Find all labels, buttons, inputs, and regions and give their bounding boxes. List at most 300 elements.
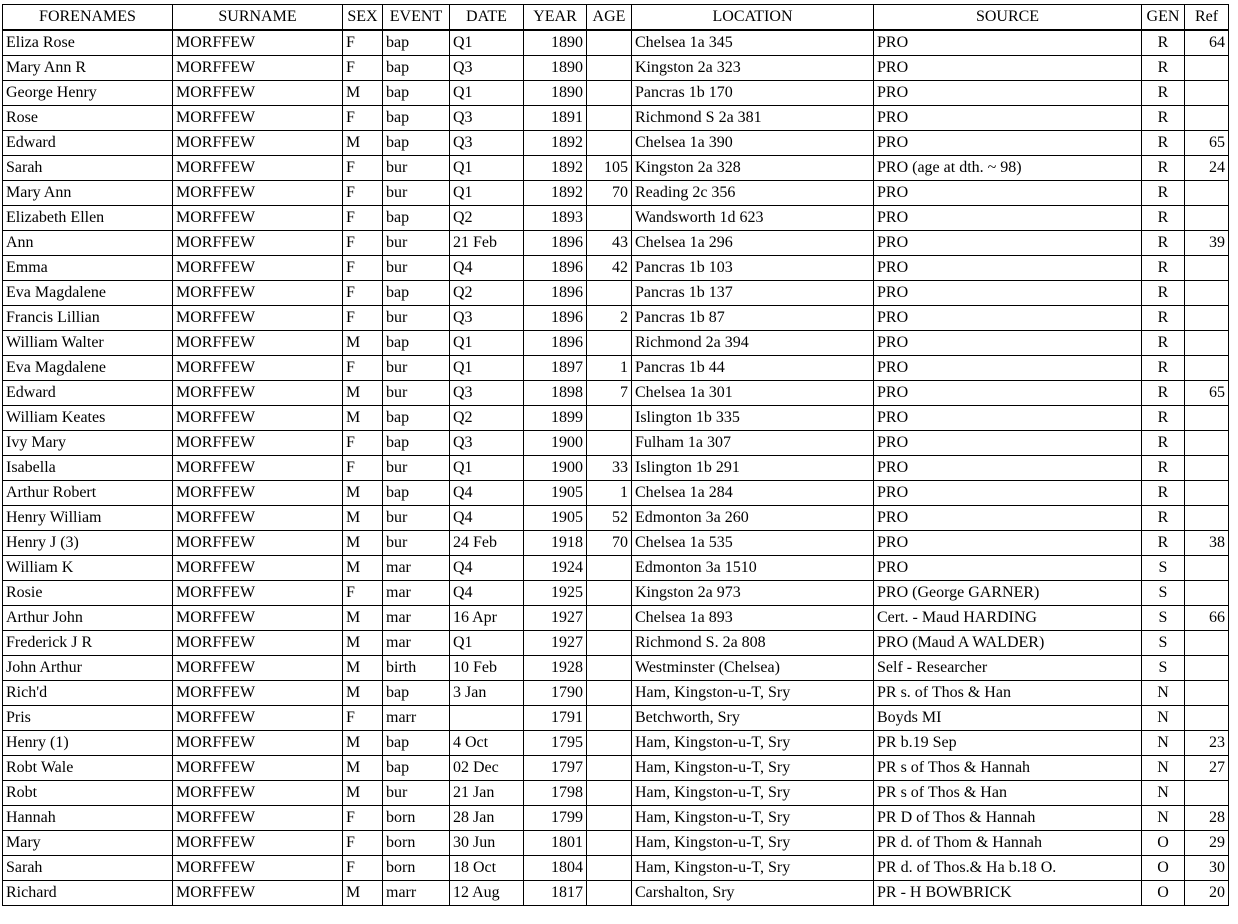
cell-sex: M [343, 81, 383, 106]
cell-ref [1185, 356, 1229, 381]
cell-source: PRO [874, 181, 1142, 206]
cell-year: 1790 [524, 681, 587, 706]
cell-event: bur [383, 381, 450, 406]
cell-date: Q3 [450, 431, 524, 456]
cell-location: Kingston 2a 323 [632, 56, 874, 81]
cell-surname: MORFFEW [173, 206, 343, 231]
cell-age [587, 406, 632, 431]
cell-ref [1185, 206, 1229, 231]
cell-source: PR s of Thos & Han [874, 781, 1142, 806]
header-forenames: FORENAMES [3, 5, 173, 31]
cell-event: bur [383, 356, 450, 381]
cell-surname: MORFFEW [173, 131, 343, 156]
cell-surname: MORFFEW [173, 806, 343, 831]
cell-location: Westminster (Chelsea) [632, 656, 874, 681]
cell-sex: M [343, 481, 383, 506]
cell-location: Ham, Kingston-u-T, Sry [632, 681, 874, 706]
cell-location: Edmonton 3a 260 [632, 506, 874, 531]
cell-surname: MORFFEW [173, 831, 343, 856]
cell-source: PRO [874, 406, 1142, 431]
cell-surname: MORFFEW [173, 381, 343, 406]
cell-forenames: Robt [3, 781, 173, 806]
cell-location: Ham, Kingston-u-T, Sry [632, 731, 874, 756]
cell-location: Islington 1b 335 [632, 406, 874, 431]
cell-ref [1185, 256, 1229, 281]
cell-date: Q3 [450, 106, 524, 131]
cell-sex: M [343, 506, 383, 531]
cell-forenames: Rose [3, 106, 173, 131]
header-ref: Ref [1185, 5, 1229, 31]
cell-date: Q4 [450, 506, 524, 531]
cell-sex: F [343, 181, 383, 206]
cell-source: PRO [874, 431, 1142, 456]
table-row [3, 256, 1229, 281]
cell-gen: R [1142, 81, 1185, 106]
cell-surname: MORFFEW [173, 556, 343, 581]
cell-event: bur [383, 456, 450, 481]
cell-ref [1185, 281, 1229, 306]
cell-surname: MORFFEW [173, 656, 343, 681]
cell-gen: O [1142, 881, 1185, 906]
cell-ref [1185, 481, 1229, 506]
cell-gen: R [1142, 281, 1185, 306]
cell-sex: M [343, 606, 383, 631]
cell-source: PRO [874, 256, 1142, 281]
cell-year: 1801 [524, 831, 587, 856]
cell-surname: MORFFEW [173, 756, 343, 781]
cell-sex: F [343, 231, 383, 256]
cell-year: 1900 [524, 456, 587, 481]
cell-year: 1798 [524, 781, 587, 806]
table-row [3, 781, 1229, 806]
cell-sex: F [343, 806, 383, 831]
cell-gen: R [1142, 306, 1185, 331]
cell-source: PR s of Thos & Hannah [874, 756, 1142, 781]
cell-location: Kingston 2a 328 [632, 156, 874, 181]
cell-ref: 30 [1185, 856, 1229, 881]
cell-event: bur [383, 781, 450, 806]
cell-ref [1185, 656, 1229, 681]
cell-year: 1890 [524, 56, 587, 81]
cell-surname: MORFFEW [173, 506, 343, 531]
table-row [3, 881, 1229, 906]
table-body [3, 30, 1229, 906]
cell-event: mar [383, 556, 450, 581]
cell-forenames: Isabella [3, 456, 173, 481]
cell-sex: F [343, 356, 383, 381]
cell-location: Islington 1b 291 [632, 456, 874, 481]
cell-location: Richmond S. 2a 808 [632, 631, 874, 656]
cell-sex: F [343, 56, 383, 81]
cell-ref: 66 [1185, 606, 1229, 631]
cell-year: 1918 [524, 531, 587, 556]
cell-sex: F [343, 706, 383, 731]
cell-ref: 27 [1185, 756, 1229, 781]
cell-source: PRO [874, 481, 1142, 506]
cell-sex: F [343, 156, 383, 181]
cell-age: 1 [587, 481, 632, 506]
cell-year: 1892 [524, 131, 587, 156]
cell-date: Q1 [450, 331, 524, 356]
cell-event: bap [383, 281, 450, 306]
cell-gen: R [1142, 206, 1185, 231]
cell-surname: MORFFEW [173, 181, 343, 206]
cell-gen: R [1142, 56, 1185, 81]
cell-sex: M [343, 881, 383, 906]
cell-gen: R [1142, 381, 1185, 406]
header-source: SOURCE [874, 5, 1142, 31]
cell-date: 18 Oct [450, 856, 524, 881]
table-row [3, 481, 1229, 506]
cell-age: 7 [587, 381, 632, 406]
cell-forenames: Pris [3, 706, 173, 731]
cell-age: 52 [587, 506, 632, 531]
cell-year: 1795 [524, 731, 587, 756]
cell-ref [1185, 506, 1229, 531]
header-year: YEAR [524, 5, 587, 31]
table-row [3, 681, 1229, 706]
cell-date: Q4 [450, 581, 524, 606]
cell-event: bap [383, 131, 450, 156]
cell-age [587, 831, 632, 856]
cell-year: 1892 [524, 181, 587, 206]
cell-date: Q1 [450, 30, 524, 56]
cell-year: 1928 [524, 656, 587, 681]
cell-surname: MORFFEW [173, 781, 343, 806]
cell-event: born [383, 856, 450, 881]
cell-age: 105 [587, 156, 632, 181]
cell-source: PRO [874, 456, 1142, 481]
cell-ref [1185, 456, 1229, 481]
cell-event: marr [383, 706, 450, 731]
cell-event: bur [383, 306, 450, 331]
cell-event: bap [383, 731, 450, 756]
cell-location: Pancras 1b 87 [632, 306, 874, 331]
cell-date: 21 Jan [450, 781, 524, 806]
cell-sex: F [343, 256, 383, 281]
table-row [3, 81, 1229, 106]
cell-location: Chelsea 1a 296 [632, 231, 874, 256]
cell-forenames: Robt Wale [3, 756, 173, 781]
cell-sex: F [343, 431, 383, 456]
cell-age: 70 [587, 531, 632, 556]
table-row [3, 381, 1229, 406]
cell-year: 1804 [524, 856, 587, 881]
cell-location: Chelsea 1a 893 [632, 606, 874, 631]
cell-date: Q3 [450, 306, 524, 331]
cell-forenames: Hannah [3, 806, 173, 831]
cell-forenames: George Henry [3, 81, 173, 106]
table-row [3, 831, 1229, 856]
cell-surname: MORFFEW [173, 456, 343, 481]
cell-location: Reading 2c 356 [632, 181, 874, 206]
header-surname: SURNAME [173, 5, 343, 31]
table-row [3, 731, 1229, 756]
cell-source: Self - Researcher [874, 656, 1142, 681]
cell-year: 1890 [524, 30, 587, 56]
cell-forenames: Elizabeth Ellen [3, 206, 173, 231]
cell-location: Chelsea 1a 535 [632, 531, 874, 556]
cell-surname: MORFFEW [173, 481, 343, 506]
cell-gen: R [1142, 481, 1185, 506]
cell-ref: 29 [1185, 831, 1229, 856]
cell-age: 1 [587, 356, 632, 381]
cell-surname: MORFFEW [173, 356, 343, 381]
cell-age [587, 30, 632, 56]
cell-ref [1185, 306, 1229, 331]
cell-ref: 65 [1185, 131, 1229, 156]
cell-age: 33 [587, 456, 632, 481]
cell-location: Chelsea 1a 390 [632, 131, 874, 156]
cell-gen: R [1142, 406, 1185, 431]
cell-year: 1896 [524, 306, 587, 331]
cell-ref: 65 [1185, 381, 1229, 406]
cell-year: 1891 [524, 106, 587, 131]
cell-age [587, 856, 632, 881]
cell-sex: F [343, 581, 383, 606]
cell-gen: O [1142, 856, 1185, 881]
cell-source: PRO [874, 306, 1142, 331]
cell-event: bur [383, 256, 450, 281]
table-row [3, 106, 1229, 131]
cell-location: Ham, Kingston-u-T, Sry [632, 856, 874, 881]
cell-age: 2 [587, 306, 632, 331]
cell-forenames: Arthur John [3, 606, 173, 631]
cell-date: Q2 [450, 406, 524, 431]
cell-surname: MORFFEW [173, 256, 343, 281]
cell-surname: MORFFEW [173, 856, 343, 881]
table-row [3, 656, 1229, 681]
cell-location: Ham, Kingston-u-T, Sry [632, 756, 874, 781]
cell-surname: MORFFEW [173, 231, 343, 256]
cell-surname: MORFFEW [173, 156, 343, 181]
cell-date: 16 Apr [450, 606, 524, 631]
cell-ref: 38 [1185, 531, 1229, 556]
cell-age [587, 606, 632, 631]
cell-date: Q1 [450, 156, 524, 181]
cell-sex: M [343, 531, 383, 556]
cell-age [587, 731, 632, 756]
cell-surname: MORFFEW [173, 706, 343, 731]
cell-year: 1890 [524, 81, 587, 106]
cell-gen: R [1142, 456, 1185, 481]
cell-forenames: Sarah [3, 156, 173, 181]
cell-age [587, 331, 632, 356]
cell-location: Chelsea 1a 284 [632, 481, 874, 506]
cell-sex: F [343, 456, 383, 481]
cell-source: PRO [874, 206, 1142, 231]
cell-event: bap [383, 756, 450, 781]
cell-event: bur [383, 181, 450, 206]
cell-ref [1185, 581, 1229, 606]
cell-age [587, 81, 632, 106]
cell-location: Pancras 1b 170 [632, 81, 874, 106]
cell-year: 1905 [524, 481, 587, 506]
table-row [3, 806, 1229, 831]
cell-event: bap [383, 331, 450, 356]
cell-ref [1185, 81, 1229, 106]
cell-gen: S [1142, 631, 1185, 656]
cell-forenames: Edward [3, 381, 173, 406]
cell-forenames: Henry J (3) [3, 531, 173, 556]
cell-age [587, 781, 632, 806]
cell-forenames: William Keates [3, 406, 173, 431]
table-row [3, 231, 1229, 256]
cell-age [587, 681, 632, 706]
cell-forenames: Eva Magdalene [3, 281, 173, 306]
cell-sex: M [343, 556, 383, 581]
cell-event: mar [383, 631, 450, 656]
cell-year: 1797 [524, 756, 587, 781]
cell-forenames: Edward [3, 131, 173, 156]
cell-forenames: Sarah [3, 856, 173, 881]
cell-location: Pancras 1b 137 [632, 281, 874, 306]
cell-gen: O [1142, 831, 1185, 856]
table-row [3, 631, 1229, 656]
cell-ref: 28 [1185, 806, 1229, 831]
table-row [3, 556, 1229, 581]
cell-source: PR D of Thos & Hannah [874, 806, 1142, 831]
table-row [3, 206, 1229, 231]
header-event: EVENT [383, 5, 450, 31]
cell-forenames: Henry (1) [3, 731, 173, 756]
cell-date: 4 Oct [450, 731, 524, 756]
records-table [2, 4, 1229, 906]
cell-year: 1817 [524, 881, 587, 906]
cell-year: 1896 [524, 256, 587, 281]
cell-gen: R [1142, 531, 1185, 556]
cell-source: PRO [874, 231, 1142, 256]
cell-location: Ham, Kingston-u-T, Sry [632, 831, 874, 856]
cell-sex: M [343, 656, 383, 681]
cell-date: Q4 [450, 481, 524, 506]
table-row [3, 281, 1229, 306]
cell-source: Boyds MI [874, 706, 1142, 731]
cell-age [587, 131, 632, 156]
cell-year: 1799 [524, 806, 587, 831]
cell-date: 21 Feb [450, 231, 524, 256]
cell-gen: R [1142, 181, 1185, 206]
cell-age: 42 [587, 256, 632, 281]
cell-source: PRO [874, 331, 1142, 356]
cell-age [587, 56, 632, 81]
cell-source: PRO [874, 106, 1142, 131]
cell-sex: M [343, 331, 383, 356]
cell-gen: R [1142, 231, 1185, 256]
cell-location: Pancras 1b 44 [632, 356, 874, 381]
cell-surname: MORFFEW [173, 306, 343, 331]
cell-gen: S [1142, 656, 1185, 681]
cell-gen: S [1142, 581, 1185, 606]
cell-gen: R [1142, 30, 1185, 56]
cell-source: PR - H BOWBRICK [874, 881, 1142, 906]
cell-event: bur [383, 231, 450, 256]
cell-age [587, 281, 632, 306]
table-row [3, 531, 1229, 556]
cell-forenames: William K [3, 556, 173, 581]
cell-sex: F [343, 281, 383, 306]
cell-forenames: Mary [3, 831, 173, 856]
header-row [3, 5, 1229, 31]
cell-sex: F [343, 30, 383, 56]
cell-surname: MORFFEW [173, 431, 343, 456]
cell-source: PRO [874, 56, 1142, 81]
cell-source: PR b.19 Sep [874, 731, 1142, 756]
cell-forenames: Rosie [3, 581, 173, 606]
cell-location: Pancras 1b 103 [632, 256, 874, 281]
table-row [3, 506, 1229, 531]
cell-date: Q3 [450, 381, 524, 406]
cell-sex: M [343, 681, 383, 706]
cell-gen: R [1142, 256, 1185, 281]
table-row [3, 606, 1229, 631]
cell-age [587, 806, 632, 831]
cell-ref [1185, 706, 1229, 731]
cell-event: mar [383, 581, 450, 606]
cell-forenames: Henry William [3, 506, 173, 531]
cell-date: 30 Jun [450, 831, 524, 856]
cell-gen: R [1142, 331, 1185, 356]
cell-location: Chelsea 1a 301 [632, 381, 874, 406]
cell-event: bap [383, 681, 450, 706]
cell-forenames: Francis Lillian [3, 306, 173, 331]
cell-gen: R [1142, 506, 1185, 531]
cell-year: 1900 [524, 431, 587, 456]
cell-year: 1905 [524, 506, 587, 531]
cell-gen: R [1142, 156, 1185, 181]
cell-date: Q3 [450, 56, 524, 81]
cell-sex: M [343, 131, 383, 156]
cell-gen: N [1142, 756, 1185, 781]
table-row [3, 581, 1229, 606]
cell-source: PR d. of Thos.& Ha b.18 O. [874, 856, 1142, 881]
cell-age: 70 [587, 181, 632, 206]
cell-ref [1185, 781, 1229, 806]
cell-forenames: Ivy Mary [3, 431, 173, 456]
cell-event: bur [383, 156, 450, 181]
cell-gen: N [1142, 681, 1185, 706]
cell-date: Q1 [450, 181, 524, 206]
cell-date: 12 Aug [450, 881, 524, 906]
cell-source: PRO [874, 281, 1142, 306]
cell-date: 28 Jan [450, 806, 524, 831]
cell-event: bap [383, 81, 450, 106]
cell-surname: MORFFEW [173, 631, 343, 656]
cell-event: marr [383, 881, 450, 906]
cell-event: bap [383, 56, 450, 81]
table-row [3, 456, 1229, 481]
cell-year: 1898 [524, 381, 587, 406]
cell-sex: M [343, 731, 383, 756]
cell-gen: R [1142, 131, 1185, 156]
cell-forenames: Eva Magdalene [3, 356, 173, 381]
cell-ref [1185, 406, 1229, 431]
header-date: DATE [450, 5, 524, 31]
cell-surname: MORFFEW [173, 30, 343, 56]
cell-surname: MORFFEW [173, 881, 343, 906]
cell-location: Ham, Kingston-u-T, Sry [632, 781, 874, 806]
cell-gen: R [1142, 431, 1185, 456]
cell-age [587, 206, 632, 231]
cell-date: Q1 [450, 456, 524, 481]
cell-surname: MORFFEW [173, 406, 343, 431]
table-row [3, 406, 1229, 431]
cell-event: bur [383, 506, 450, 531]
table-row [3, 356, 1229, 381]
cell-year: 1892 [524, 156, 587, 181]
cell-ref [1185, 56, 1229, 81]
table-row [3, 331, 1229, 356]
